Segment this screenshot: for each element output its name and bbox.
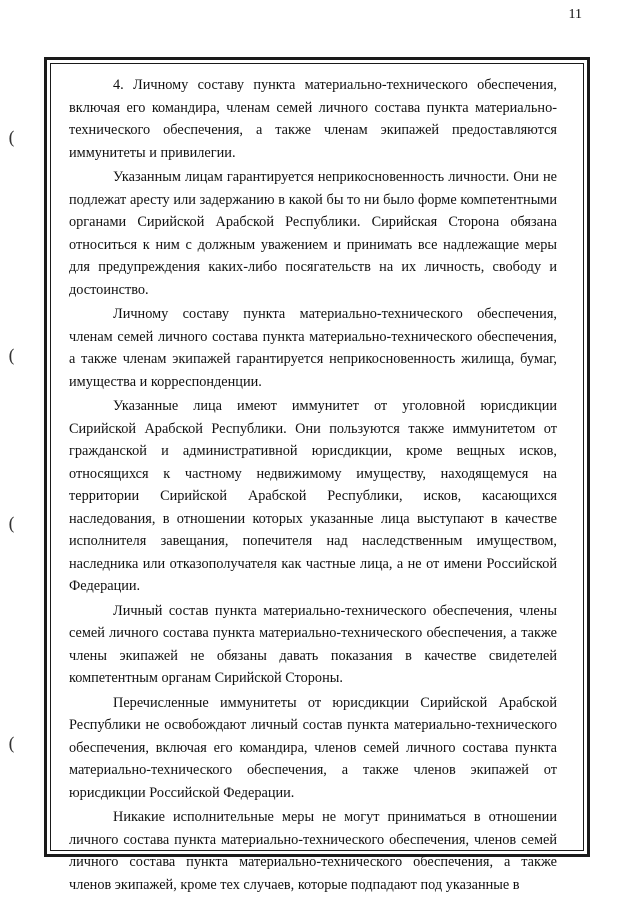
page-frame [44,57,590,893]
paragraph-witness-exemption: Личный состав пункта материально-технического обеспечения, члены семей личного состава пункта материально-технического обеспечения, а также члены экипажей не обязаны давать показания в качестве свидетелей компетентным органам Сирийской Стороны. [69,602,557,686]
punch-hole-mark-3: ( [8,514,16,535]
punch-hole-mark-1: ( [8,128,16,149]
document-body [69,74,557,896]
paragraph-property-inviolability: Личному составу пункта материально-технического обеспечения, членам семей личного состава пункта материально-технического обеспечения, а также членам экипажей гарантируется неприкосновенность жилища, бумаг, имущества и корреспонденции. [69,306,557,390]
paragraph-jurisdiction-immunity: Указанные лица имеют иммунитет от уголовной юрисдикции Сирийской Арабской Республики. Они пользуются также иммунитетом от гражданской и административной юрисдикции, кроме вещных исков, относящихся к частному недвижимому имуществу, находящемуся на территории Сирийской Арабской Республики, исков, касающихся наследования, в отношении которых указанные лица выступают в качестве исполнителя завещания, попечителя над наследственным имуществом, наследника или отказополучателя как частные лица, а не от имени Российской Федерации. [69,398,557,594]
paragraph-personal-inviolability: Указанным лицам гарантируется неприкосновенность личности. Они не подлежат аресту или задержанию в какой бы то ни было форме компетентными органами Сирийской Арабской Республики. Сирийская Сторона обязана относиться к ним с должным уважением и принимать все надлежащие меры для предупреждения каких-либо посягательств на их личность, свободу и достоинство. [69,169,557,298]
punch-hole-mark-2: ( [8,346,16,367]
paragraph-russian-jurisdiction: Перечисленные иммунитеты от юрисдикции Сирийской Арабской Республики не освобождают личный состав пункта материально-технического обеспечения, включая его командира, членов семей личного состава пункта материально-технического обеспечения, а также членов экипажей от юрисдикции Российской Федерации. [69,694,557,801]
paragraph-enforcement-measures: Никакие исполнительные меры не могут приниматься в отношении личного состава пункта материально-технического обеспечения, членов семей личного состава пункта материально-технического обеспечения, а также членов экипажей, кроме тех случаев, которые подпадают под указанные в [69,809,557,893]
page-number: 11 [568,7,582,22]
punch-hole-mark-4: ( [8,734,16,755]
paragraph-immunities-intro: 4. Личному составу пункта материально-технического обеспечения, включая его командира, членам семей личного состава пункта материально-технического обеспечения, а также членам экипажей предоставляются иммунитеты и привилегии. [69,77,557,161]
